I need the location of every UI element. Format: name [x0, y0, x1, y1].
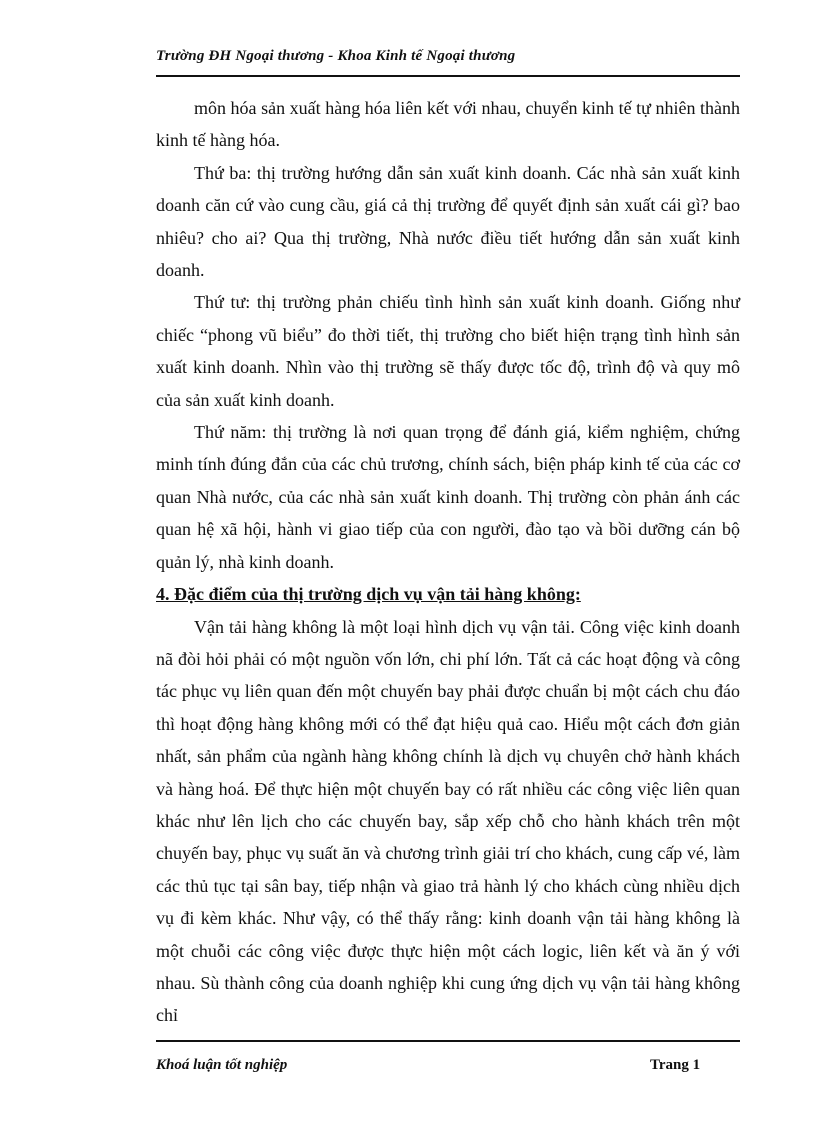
document-body — [156, 92, 740, 1032]
paragraph: Vận tải hàng không là một loại hình dịch vụ vận tải. Công việc kinh doanh nã đòi hỏi phải có một nguồn vốn lớn, chi phí lớn. Tất cả các hoạt động và công tác phục vụ liên quan đến một chuyến bay phải được chuẩn bị một cách chu đáo thì hoạt động hàng không mới có thể đạt hiệu quả cao. Hiểu một cách đơn giản nhất, sản phẩm của ngành hàng không chính là dịch vụ chuyên chở hành khách và hàng hoá. Để thực hiện một chuyến bay có rất nhiều các công việc liên quan khác như lên lịch cho các chuyến bay, sắp xếp chỗ cho hành khách trên một chuyến bay, phục vụ suất ăn và chương trình giải trí cho khách, cung cấp vé, làm các thủ tục tại sân bay, tiếp nhận và giao trả hành lý cho khách cùng nhiều dịch vụ đi kèm khác. Như vậy, có thể thấy rằng: kinh doanh vận tải hàng không là một chuỗi các công việc được thực hiện một cách logic, liên kết và ăn ý với nhau. Sù thành công của doanh nghiệp khi cung ứng dịch vụ vận tải hàng không chỉ — [156, 616, 740, 1026]
footer-divider — [156, 1040, 740, 1042]
page-number: Trang 1 — [650, 1057, 701, 1073]
section-heading: 4. Đặc điểm của thị trường dịch vụ vận tải hàng không: — [156, 584, 581, 605]
paragraph: Thứ ba: thị trường hướng dẫn sản xuất kinh doanh. Các nhà sản xuất kinh doanh căn cứ vào cung cầu, giá cả thị trường để quyết định sản xuất cái gì? bao nhiêu? cho ai? Qua thị trường, Nhà nước điều tiết hướng dẫn sản xuất kinh doanh. — [156, 162, 740, 281]
paragraph: môn hóa sản xuất hàng hóa liên kết với nhau, chuyển kinh tế tự nhiên thành kinh tế hàng hóa. — [156, 98, 740, 151]
page-header: Trường ĐH Ngoại thương - Khoa Kinh tế Ngoại thương — [156, 48, 516, 64]
paragraph: Thứ tư: thị trường phản chiếu tình hình sản xuất kinh doanh. Giống như chiếc “phong vũ biểu” đo thời tiết, thị trường cho biết hiện trạng tình hình sản xuất kinh doanh. Nhìn vào thị trường sẽ thấy được tốc độ, trình độ và quy mô của sản xuất kinh doanh. — [156, 292, 740, 410]
header-divider — [156, 75, 740, 77]
paragraph: Thứ năm: thị trường là nơi quan trọng để đánh giá, kiểm nghiệm, chứng minh tính đúng đắn của các chủ trương, chính sách, biện pháp kinh tế của các cơ quan Nhà nước, của các nhà sản xuất kinh doanh. Thị trường còn phản ánh các quan hệ xã hội, hành vi giao tiếp của con người, đào tạo và bồi dưỡng cán bộ quản lý, nhà kinh doanh. — [156, 422, 740, 572]
footer-title: Khoá luận tốt nghiệp — [156, 1057, 288, 1073]
